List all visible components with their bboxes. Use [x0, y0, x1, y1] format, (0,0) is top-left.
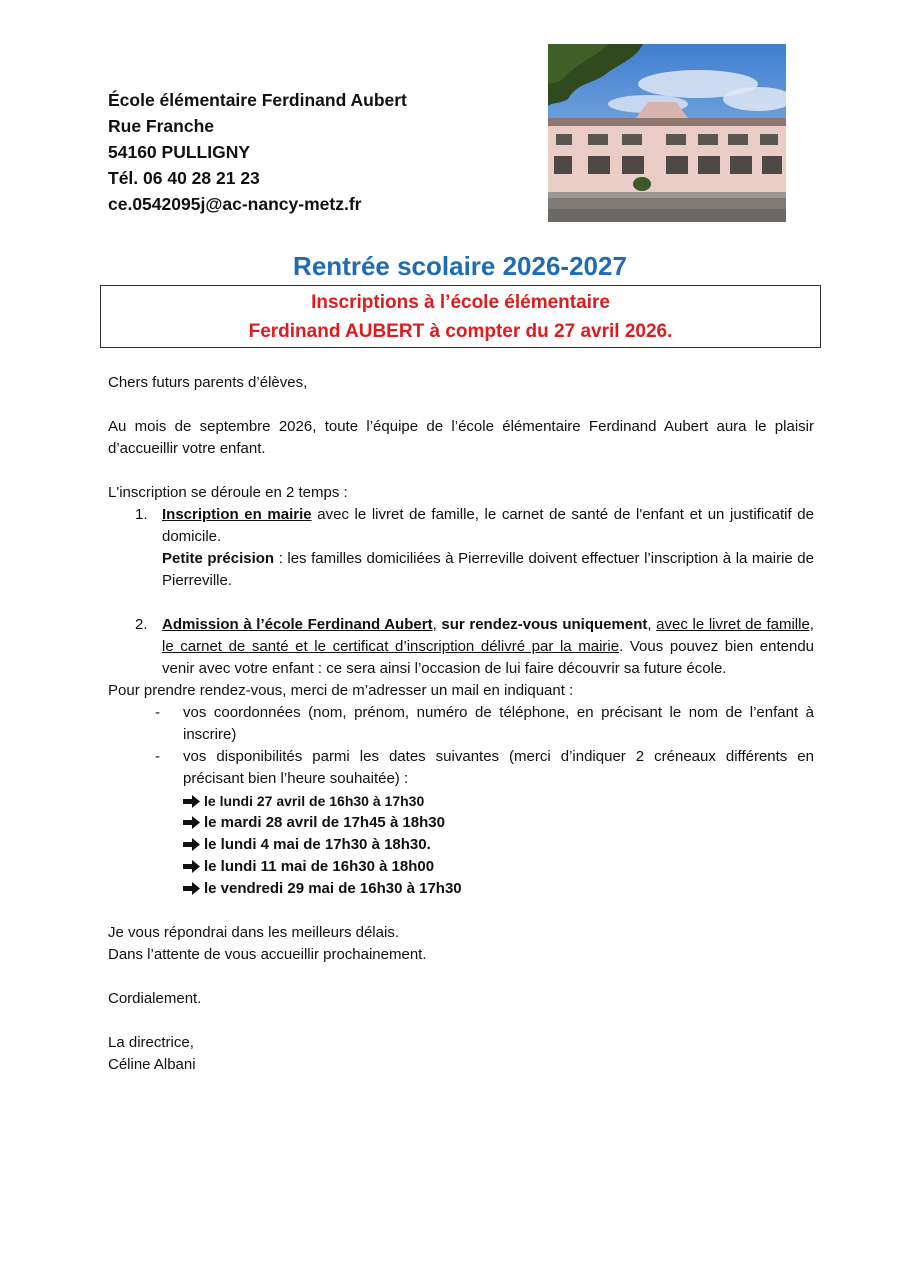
step-2: 2. Admission à l’école Ferdinand Aubert, sur rendez-vous uniquement, avec le livret de famille, le carnet de santé et le certificat d’inscription délivré par la mairie. Vous pouvez bien entendu venir avec votre enfant : ce sera ainsi l’occasion de lui faire découvrir sa future école. — [135, 616, 814, 677]
step-2-text: . Vous pouvez bien entendu venir avec votre enfant : ce sera ainsi l’occasion de lui faire découvrir sa future école. — [162, 638, 814, 677]
step-2-number: 2. — [135, 616, 148, 633]
step-1-title: Inscription en mairie — [162, 506, 312, 523]
school-city: 54160 PULLIGNY — [108, 142, 250, 162]
registration-notice-box — [100, 285, 821, 348]
signature-role: La directrice, — [108, 1034, 194, 1051]
page-title: Rentrée scolaire 2026-2027 — [293, 251, 627, 281]
step-1-text: avec le livret de famille, le carnet de santé de l'enfant et un justificatif de domicile. — [162, 506, 814, 545]
arrow-right-icon — [183, 860, 200, 873]
school-phone: Tél. 06 40 28 21 23 — [108, 168, 260, 188]
steps-intro: L'inscription se déroule en 2 temps : — [108, 484, 348, 501]
school-address-block — [108, 87, 407, 217]
bullet-availability: vos disponibilités parmi les dates suivantes (merci d’indiquer 2 créneaux différents en précisant bien l’heure souhaitée) : — [183, 748, 814, 787]
step-1-number: 1. — [135, 506, 148, 523]
step-1 — [108, 504, 814, 592]
school-street: Rue Franche — [108, 116, 214, 136]
arrow-right-icon — [183, 882, 200, 895]
step-1-note-text: : les familles domiciliées à Pierreville doivent effectuer l’inscription à la mairie de Pierreville. — [162, 550, 814, 589]
letter-body — [108, 372, 814, 1076]
step-2-underlined-text: avec le livret de famille, le carnet de santé et le certificat d’inscription délivré par la mairie — [162, 616, 814, 655]
school-name: École élémentaire Ferdinand Aubert — [108, 90, 407, 110]
time-slot: le lundi 11 mai de 16h30 à 18h00 — [108, 856, 814, 878]
arrow-right-icon — [183, 795, 200, 808]
notice-line-1: Inscriptions à l’école élémentaire — [311, 292, 610, 313]
school-building-photo — [548, 44, 786, 222]
closing-line-1: Je vous répondrai dans les meilleurs délais. — [108, 924, 399, 941]
step-2-title: Admission à l’école Ferdinand Aubert — [162, 616, 433, 633]
time-slot: le lundi 4 mai de 17h30 à 18h30. — [108, 834, 814, 856]
step-1-note-label: Petite précision — [162, 550, 275, 567]
appointment-intro: Pour prendre rendez-vous, merci de m’adresser un mail en indiquant : — [108, 682, 574, 699]
step-2-bold-text: sur rendez-vous uniquement — [441, 616, 648, 633]
school-email: ce.0542095j@ac-nancy-metz.fr — [108, 194, 362, 214]
arrow-right-icon — [183, 838, 200, 851]
bullet-item: - vos disponibilités parmi les dates suivantes (merci d’indiquer 2 créneaux différents en précisant bien l’heure souhaitée) : — [108, 746, 814, 790]
signature-name: Céline Albani — [108, 1056, 196, 1073]
closing-line-2: Dans l’attente de vous accueillir prochainement. — [108, 946, 427, 963]
bullet-contact-info: vos coordonnées (nom, prénom, numéro de téléphone, en précisant le nom de l’enfant à inscrire) — [183, 704, 814, 743]
notice-line-2: Ferdinand AUBERT à compter du 27 avril 2026. — [248, 321, 673, 342]
arrow-right-icon — [183, 816, 200, 829]
regards: Cordialement. — [108, 990, 202, 1007]
time-slot: le vendredi 29 mai de 16h30 à 17h30 — [108, 878, 814, 900]
greeting: Chers futurs parents d’élèves, — [108, 374, 308, 391]
bullet-item: - vos coordonnées (nom, prénom, numéro de téléphone, en précisant le nom de l’enfant à inscrire) — [108, 702, 814, 746]
time-slot: le mardi 28 avril de 17h45 à 18h30 — [108, 812, 814, 834]
time-slot: le lundi 27 avril de 16h30 à 17h30 — [108, 790, 814, 812]
intro-paragraph: Au mois de septembre 2026, toute l’équipe de l’école élémentaire Ferdinand Aubert aura le plaisir d’accueillir votre enfant. — [108, 418, 814, 457]
